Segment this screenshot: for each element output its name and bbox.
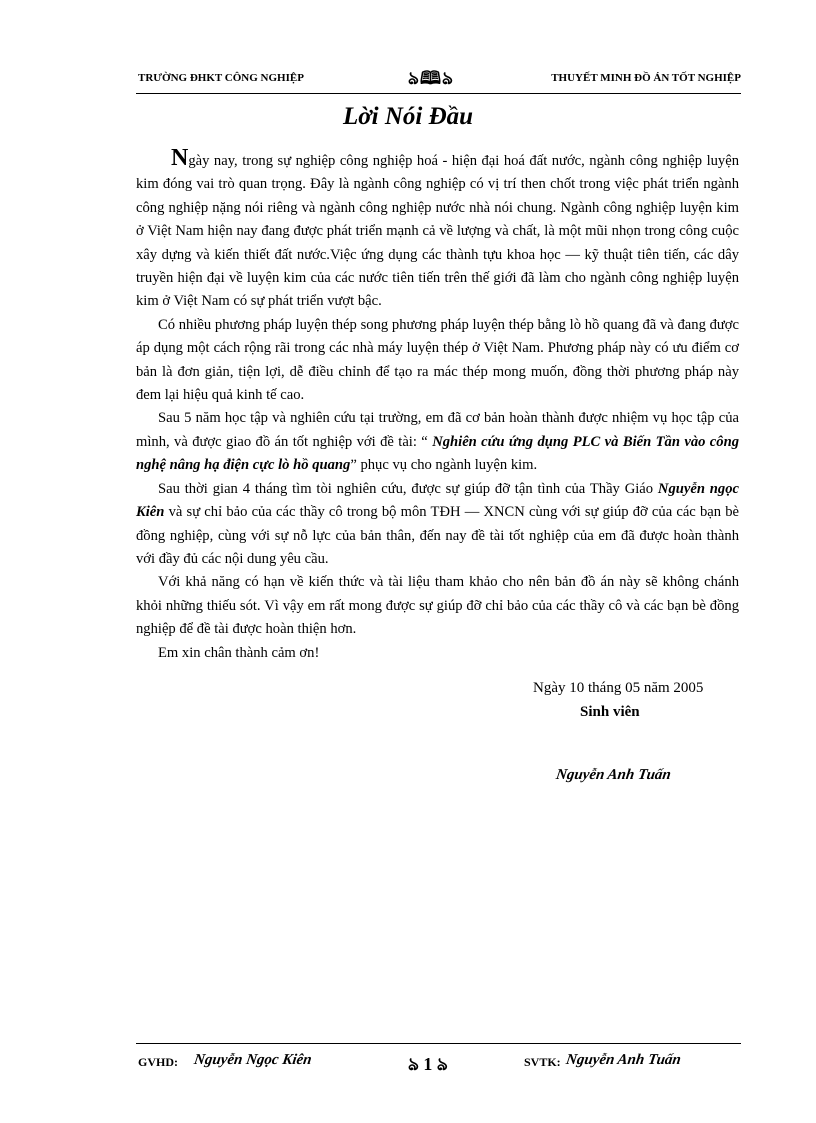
paragraph-4-text-b: và sự chỉ bảo của các thầy cô trong bộ môn TĐH — XNCN cùng với sự giúp đỡ của các bạn bè đồng nghiệp, cùng với sự nỗ lực của bản thân, đến nay đề tài tốt nghiệp của em đã được hoàn thành với đầy đủ các nội dung yêu cầu. [136, 504, 739, 567]
page-header [138, 68, 741, 90]
footer-divider [136, 1043, 741, 1044]
footer-svtk-name: Nguyễn Anh Tuấn [564, 1052, 682, 1068]
paragraph-6: Em xin chân thành cảm ơn! [158, 644, 320, 661]
paragraph-3 [136, 407, 739, 477]
teacher-name: Nguyễn ngọc Kiên [136, 480, 739, 521]
footer-svtk-label: SVTK: [524, 1055, 561, 1069]
footer-gvhd-name: Nguyễn Ngọc Kiên [192, 1052, 313, 1068]
paragraph-2: Có nhiều phương pháp luyện thép song phương pháp luyện thép bằng lò hồ quang đã và đang được áp dụng một cách rộng rãi trong các nhà máy luyện thép ở Việt Nam. Phương pháp này có ưu điểm cơ bản là đơn giản, tiện lợi, dễ điều chỉnh để tạo ra mác thép mong muốn, đồng thời phương pháp này đem lại hiệu quả kinh tế cao. [136, 316, 739, 404]
document-body [136, 146, 739, 665]
paragraph-4 [136, 478, 739, 572]
page-footer [138, 1052, 741, 1076]
signoff-date: Ngày 10 tháng 05 năm 2005 [533, 680, 704, 696]
paragraph-5: Với khả năng có hạn về kiến thức và tài liệu tham khảo cho nên bản đồ án này sẽ không chánh khỏi những thiếu sót. Vì vậy em rất mong được sự giúp đỡ chỉ bảo của các thầy cô và các bạn bè đồng nghiệp để đề tài được hoàn thiện hơn. [136, 574, 739, 638]
paragraph-1 [136, 146, 739, 314]
footer-gvhd-label: GVHD: [138, 1055, 178, 1069]
page-number: ঌ 1 ঌ [408, 1054, 448, 1074]
paragraph-3-text-b: ” phục vụ cho ngành luyện kim. [350, 457, 538, 474]
page-title: Lời Nói Đầu [342, 103, 474, 130]
header-ornament-icon: ঌ🕮ঌ [408, 68, 454, 88]
paragraph-3-text-a: Sau 5 năm học tập và nghiên cứu tại trường, em đã cơ bản hoàn thành được nhiệm vụ học tập của mình, và được giao đồ án tốt nghiệp với đề tài: “ [136, 410, 739, 450]
paragraph-1-text: gày nay, trong sự nghiệp công nghiệp hoá - hiện đại hoá đất nước, ngành công nghiệp luyện kim đóng vai trò quan trọng. Đây là ngành công nghiệp có vị trí then chốt trong việc phát triển ngành công nghiệp nặng nói riêng và ngành công nghiệp nước nhà nói chung. Ngành công nghiệp luyện kim ở Việt Nam hiện nay đang được phát triển mạnh cả về lượng và chất, là một mũi nhọn trong công cuộc xây dựng và kiến thiết đất nước.Việc ứng dụng các thành tựu khoa học — kỹ thuật tiên tiến, các dây truyền hiện đại về luyện kim của các nước tiên tiến trên thế giới đã làm cho ngành công nghiệp luyện kim ở Việt Nam có sự phát triển vượt bậc. [136, 153, 739, 310]
student-signature: Nguyễn Anh Tuấn [554, 767, 672, 783]
header-doc-type: THUYẾT MINH ĐỒ ÁN TỐT NGHIỆP [551, 72, 741, 84]
drop-cap: N [171, 145, 189, 171]
header-school: TRƯỜNG ĐHKT CÔNG NGHIỆP [138, 72, 304, 84]
thesis-topic: Nghiên cứu ứng dụng PLC và Biến Tần vào công nghệ nâng hạ điện cực lò hồ quang [136, 433, 739, 474]
paragraph-4-text-a: Sau thời gian 4 tháng tìm tòi nghiên cứu, được sự giúp đỡ tận tình của Thầy Giáo [158, 480, 658, 497]
header-divider [136, 93, 741, 94]
signoff-role: Sinh viên [580, 704, 640, 720]
